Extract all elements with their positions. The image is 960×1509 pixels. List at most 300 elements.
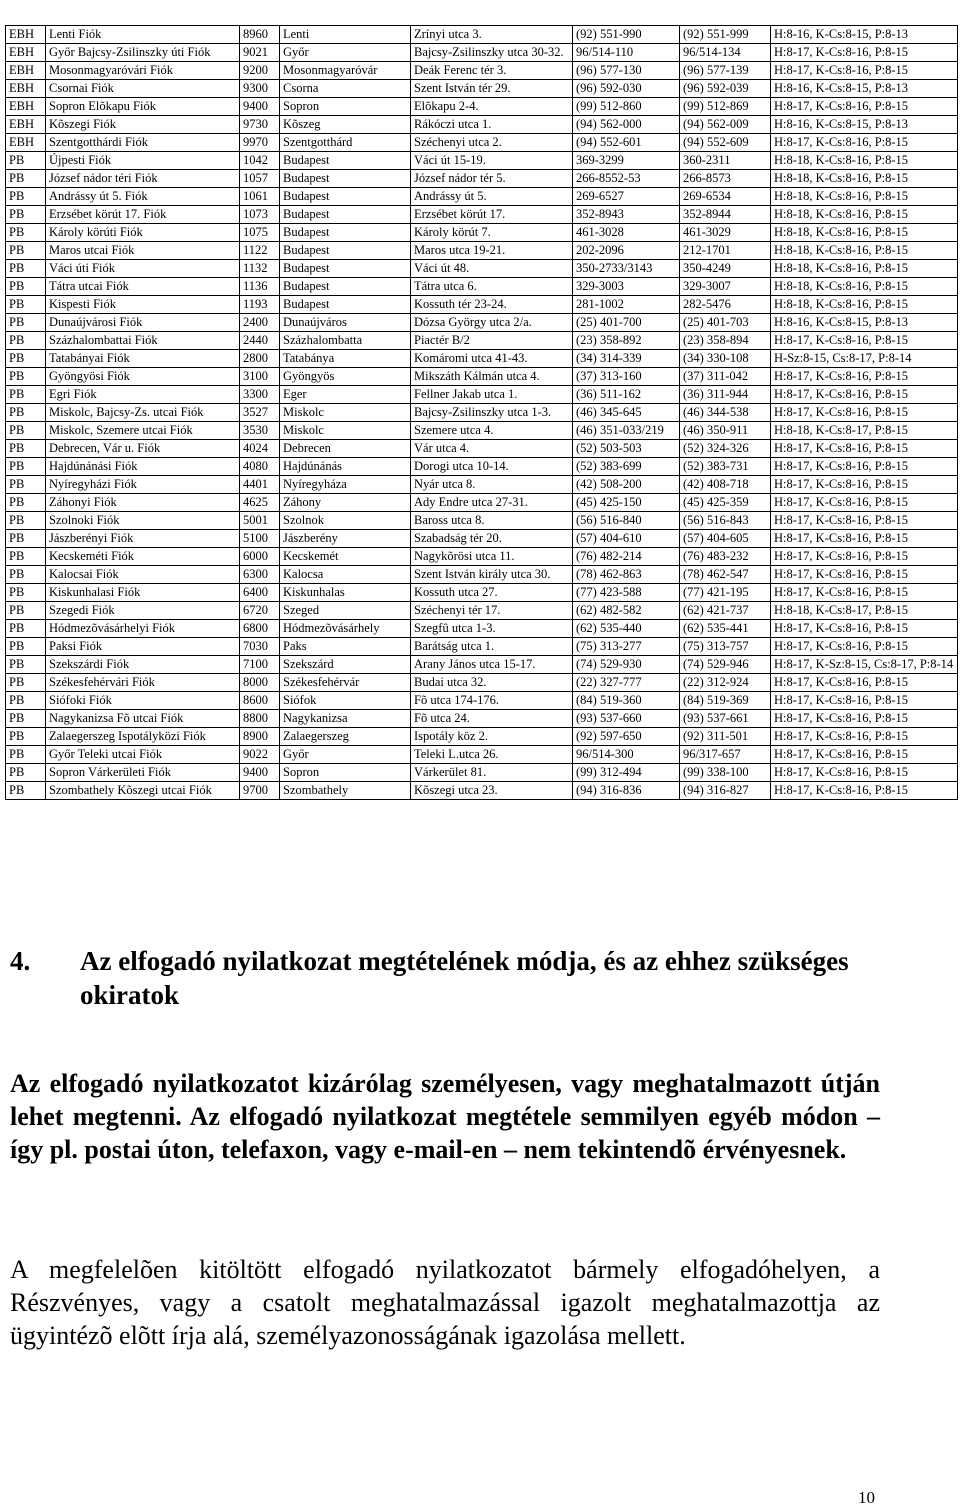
cell-opening-hours: H:8-17, K-Cs:8-16, P:8-15 <box>771 674 958 692</box>
cell-fax: (99) 338-100 <box>680 764 771 782</box>
cell-postal-code: 8960 <box>240 26 280 44</box>
cell-fax: (36) 311-944 <box>680 386 771 404</box>
cell-phone: 202-2096 <box>573 242 680 260</box>
cell-postal-code: 5001 <box>240 512 280 530</box>
cell-bank-code: PB <box>6 242 46 260</box>
cell-city: Budapest <box>280 152 411 170</box>
cell-city: Debrecen <box>280 440 411 458</box>
cell-bank-code: PB <box>6 458 46 476</box>
cell-fax: 266-8573 <box>680 170 771 188</box>
cell-city: Nagykanizsa <box>280 710 411 728</box>
cell-address: Fõ utca 24. <box>411 710 573 728</box>
cell-branch-name: Nagykanizsa Fõ utcai Fiók <box>46 710 240 728</box>
cell-opening-hours: H:8-17, K-Cs:8-16, P:8-15 <box>771 44 958 62</box>
table-row <box>6 350 958 368</box>
cell-address: Erzsébet körút 17. <box>411 206 573 224</box>
table-row <box>6 764 958 782</box>
cell-bank-code: PB <box>6 548 46 566</box>
cell-city: Szentgotthárd <box>280 134 411 152</box>
cell-opening-hours: H:8-17, K-Cs:8-16, P:8-15 <box>771 782 958 800</box>
cell-postal-code: 3530 <box>240 422 280 440</box>
cell-opening-hours: H:8-18, K-Cs:8-17, P:8-15 <box>771 422 958 440</box>
cell-city: Záhony <box>280 494 411 512</box>
cell-phone: (22) 327-777 <box>573 674 680 692</box>
cell-bank-code: PB <box>6 296 46 314</box>
table-row <box>6 98 958 116</box>
cell-city: Miskolc <box>280 404 411 422</box>
cell-postal-code: 7030 <box>240 638 280 656</box>
cell-opening-hours: H:8-17, K-Cs:8-16, P:8-15 <box>771 476 958 494</box>
cell-branch-name: Nyíregyházi Fiók <box>46 476 240 494</box>
cell-postal-code: 9200 <box>240 62 280 80</box>
cell-phone: (84) 519-360 <box>573 692 680 710</box>
table-row <box>6 62 958 80</box>
cell-fax: (52) 383-731 <box>680 458 771 476</box>
cell-address: József nádor tér 5. <box>411 170 573 188</box>
cell-city: Dunaújváros <box>280 314 411 332</box>
cell-city: Paks <box>280 638 411 656</box>
cell-postal-code: 3100 <box>240 368 280 386</box>
cell-bank-code: EBH <box>6 116 46 134</box>
cell-fax: (76) 483-232 <box>680 548 771 566</box>
cell-phone: (34) 314-339 <box>573 350 680 368</box>
cell-city: Székesfehérvár <box>280 674 411 692</box>
table-row <box>6 242 958 260</box>
cell-phone: (62) 482-582 <box>573 602 680 620</box>
cell-address: Nyár utca 8. <box>411 476 573 494</box>
cell-postal-code: 1042 <box>240 152 280 170</box>
cell-fax: (62) 421-737 <box>680 602 771 620</box>
table-row <box>6 224 958 242</box>
cell-phone: (99) 512-860 <box>573 98 680 116</box>
cell-opening-hours: H:8-16, K-Cs:8-15, P:8-13 <box>771 80 958 98</box>
cell-city: Lenti <box>280 26 411 44</box>
cell-address: Károly körút 7. <box>411 224 573 242</box>
table-row <box>6 530 958 548</box>
table-row <box>6 278 958 296</box>
cell-postal-code: 8600 <box>240 692 280 710</box>
table-row <box>6 296 958 314</box>
cell-postal-code: 9400 <box>240 764 280 782</box>
cell-opening-hours: H:8-18, K-Cs:8-16, P:8-15 <box>771 224 958 242</box>
cell-opening-hours: H:8-18, K-Cs:8-16, P:8-15 <box>771 152 958 170</box>
cell-address: Bajcsy-Zsilinszky utca 30-32. <box>411 44 573 62</box>
cell-branch-name: Győr Teleki utcai Fiók <box>46 746 240 764</box>
cell-postal-code: 7100 <box>240 656 280 674</box>
cell-fax: 329-3007 <box>680 278 771 296</box>
cell-branch-name: Székesfehérvári Fiók <box>46 674 240 692</box>
cell-opening-hours: H:8-17, K-Cs:8-16, P:8-15 <box>771 692 958 710</box>
cell-branch-name: Kecskeméti Fiók <box>46 548 240 566</box>
cell-phone: (62) 535-440 <box>573 620 680 638</box>
cell-branch-name: Egri Fiók <box>46 386 240 404</box>
cell-address: Deák Ferenc tér 3. <box>411 62 573 80</box>
table-row <box>6 584 958 602</box>
cell-address: Szent István tér 29. <box>411 80 573 98</box>
table-row <box>6 494 958 512</box>
cell-opening-hours: H-Sz:8-15, Cs:8-17, P:8-14 <box>771 350 958 368</box>
cell-fax: 352-8944 <box>680 206 771 224</box>
cell-postal-code: 4401 <box>240 476 280 494</box>
cell-address: Teleki L.utca 26. <box>411 746 573 764</box>
cell-phone: 461-3028 <box>573 224 680 242</box>
cell-opening-hours: H:8-17, K-Cs:8-16, P:8-15 <box>771 566 958 584</box>
cell-bank-code: PB <box>6 260 46 278</box>
cell-phone: (74) 529-930 <box>573 656 680 674</box>
cell-postal-code: 4080 <box>240 458 280 476</box>
cell-city: Budapest <box>280 224 411 242</box>
cell-postal-code: 6720 <box>240 602 280 620</box>
cell-branch-name: Kiskunhalasi Fiók <box>46 584 240 602</box>
cell-bank-code: EBH <box>6 98 46 116</box>
cell-branch-name: Sopron Várkerületi Fiók <box>46 764 240 782</box>
cell-fax: 212-1701 <box>680 242 771 260</box>
cell-bank-code: PB <box>6 674 46 692</box>
cell-bank-code: PB <box>6 278 46 296</box>
cell-phone: 266-8552-53 <box>573 170 680 188</box>
cell-bank-code: PB <box>6 332 46 350</box>
cell-address: Vár utca 4. <box>411 440 573 458</box>
cell-branch-name: Szegedi Fiók <box>46 602 240 620</box>
cell-fax: (96) 592-039 <box>680 80 771 98</box>
cell-postal-code: 1193 <box>240 296 280 314</box>
cell-postal-code: 9400 <box>240 98 280 116</box>
cell-city: Szekszárd <box>280 656 411 674</box>
cell-opening-hours: H:8-17, K-Cs:8-16, P:8-15 <box>771 548 958 566</box>
cell-bank-code: EBH <box>6 26 46 44</box>
table-row <box>6 206 958 224</box>
cell-fax: (99) 512-869 <box>680 98 771 116</box>
cell-fax: (93) 537-661 <box>680 710 771 728</box>
cell-city: Budapest <box>280 188 411 206</box>
cell-phone: (94) 552-601 <box>573 134 680 152</box>
cell-phone: (46) 345-645 <box>573 404 680 422</box>
cell-address: Dózsa György utca 2/a. <box>411 314 573 332</box>
cell-city: Hajdúnánás <box>280 458 411 476</box>
cell-fax: (94) 552-609 <box>680 134 771 152</box>
cell-postal-code: 2400 <box>240 314 280 332</box>
cell-branch-name: Lenti Fiók <box>46 26 240 44</box>
cell-bank-code: PB <box>6 494 46 512</box>
cell-address: Várkerület 81. <box>411 764 573 782</box>
cell-opening-hours: H:8-17, K-Cs:8-16, P:8-15 <box>771 512 958 530</box>
cell-city: Kõszeg <box>280 116 411 134</box>
cell-city: Sopron <box>280 98 411 116</box>
cell-postal-code: 1061 <box>240 188 280 206</box>
table-row <box>6 404 958 422</box>
cell-opening-hours: H:8-17, K-Cs:8-16, P:8-15 <box>771 62 958 80</box>
cell-branch-name: Debrecen, Vár u. Fiók <box>46 440 240 458</box>
cell-bank-code: PB <box>6 422 46 440</box>
cell-phone: 350-2733/3143 <box>573 260 680 278</box>
cell-address: Váci út 15-19. <box>411 152 573 170</box>
cell-branch-name: Dunaújvárosi Fiók <box>46 314 240 332</box>
cell-postal-code: 6300 <box>240 566 280 584</box>
table-row <box>6 170 958 188</box>
cell-city: Százhalombatta <box>280 332 411 350</box>
cell-bank-code: PB <box>6 620 46 638</box>
cell-branch-name: Gyöngyösi Fiók <box>46 368 240 386</box>
branch-table-body <box>6 26 958 800</box>
cell-branch-name: Erzsébet körút 17. Fiók <box>46 206 240 224</box>
cell-postal-code: 9700 <box>240 782 280 800</box>
cell-fax: 282-5476 <box>680 296 771 314</box>
cell-bank-code: PB <box>6 530 46 548</box>
cell-bank-code: PB <box>6 386 46 404</box>
table-row <box>6 368 958 386</box>
cell-phone: 96/514-110 <box>573 44 680 62</box>
cell-postal-code: 9021 <box>240 44 280 62</box>
cell-bank-code: PB <box>6 314 46 332</box>
table-row <box>6 332 958 350</box>
cell-opening-hours: H:8-17, K-Cs:8-16, P:8-15 <box>771 386 958 404</box>
cell-branch-name: Csornai Fiók <box>46 80 240 98</box>
cell-opening-hours: H:8-17, K-Sz:8-15, Cs:8-17, P:8-14 <box>771 656 958 674</box>
cell-city: Mosonmagyaróvár <box>280 62 411 80</box>
cell-opening-hours: H:8-16, K-Cs:8-15, P:8-13 <box>771 314 958 332</box>
cell-phone: (45) 425-150 <box>573 494 680 512</box>
cell-postal-code: 2800 <box>240 350 280 368</box>
cell-postal-code: 9730 <box>240 116 280 134</box>
table-row <box>6 674 958 692</box>
cell-city: Győr <box>280 44 411 62</box>
cell-bank-code: PB <box>6 188 46 206</box>
cell-phone: 329-3003 <box>573 278 680 296</box>
table-row <box>6 440 958 458</box>
cell-branch-name: Szolnoki Fiók <box>46 512 240 530</box>
cell-fax: (57) 404-605 <box>680 530 771 548</box>
cell-branch-name: Kõszegi Fiók <box>46 116 240 134</box>
cell-bank-code: PB <box>6 602 46 620</box>
cell-opening-hours: H:8-17, K-Cs:8-16, P:8-15 <box>771 458 958 476</box>
table-row <box>6 134 958 152</box>
cell-address: Kõszegi utca 23. <box>411 782 573 800</box>
cell-opening-hours: H:8-17, K-Cs:8-16, P:8-15 <box>771 728 958 746</box>
cell-postal-code: 3527 <box>240 404 280 422</box>
cell-opening-hours: H:8-18, K-Cs:8-17, P:8-15 <box>771 602 958 620</box>
cell-postal-code: 6000 <box>240 548 280 566</box>
cell-city: Kecskemét <box>280 548 411 566</box>
cell-bank-code: PB <box>6 692 46 710</box>
cell-bank-code: PB <box>6 476 46 494</box>
cell-branch-name: Kispesti Fiók <box>46 296 240 314</box>
cell-address: Maros utca 19-21. <box>411 242 573 260</box>
section-title: Az elfogadó nyilatkozat megtételének módja, és az ehhez szükséges okiratok <box>80 946 849 1010</box>
cell-fax: (77) 421-195 <box>680 584 771 602</box>
cell-address: Szabadság tér 20. <box>411 530 573 548</box>
cell-opening-hours: H:8-17, K-Cs:8-16, P:8-15 <box>771 746 958 764</box>
cell-postal-code: 2440 <box>240 332 280 350</box>
cell-bank-code: PB <box>6 656 46 674</box>
cell-fax: (96) 577-139 <box>680 62 771 80</box>
cell-opening-hours: H:8-17, K-Cs:8-16, P:8-15 <box>771 530 958 548</box>
cell-branch-name: Váci úti Fiók <box>46 260 240 278</box>
cell-opening-hours: H:8-17, K-Cs:8-16, P:8-15 <box>771 404 958 422</box>
cell-bank-code: PB <box>6 782 46 800</box>
table-row <box>6 476 958 494</box>
cell-bank-code: PB <box>6 638 46 656</box>
cell-phone: (23) 358-892 <box>573 332 680 350</box>
cell-fax: 269-6534 <box>680 188 771 206</box>
cell-address: Tátra utca 6. <box>411 278 573 296</box>
cell-phone: (99) 312-494 <box>573 764 680 782</box>
cell-fax: 96/317-657 <box>680 746 771 764</box>
table-row <box>6 116 958 134</box>
cell-fax: 96/514-134 <box>680 44 771 62</box>
cell-address: Elõkapu 2-4. <box>411 98 573 116</box>
cell-bank-code: PB <box>6 710 46 728</box>
cell-phone: (42) 508-200 <box>573 476 680 494</box>
cell-address: Váci út 48. <box>411 260 573 278</box>
cell-city: Nyíregyháza <box>280 476 411 494</box>
cell-bank-code: PB <box>6 746 46 764</box>
cell-postal-code: 8900 <box>240 728 280 746</box>
cell-postal-code: 1075 <box>240 224 280 242</box>
cell-city: Budapest <box>280 170 411 188</box>
table-row <box>6 260 958 278</box>
cell-address: Rákóczi utca 1. <box>411 116 573 134</box>
cell-branch-name: Paksi Fiók <box>46 638 240 656</box>
cell-branch-name: Jászberényi Fiók <box>46 530 240 548</box>
cell-phone: 96/514-300 <box>573 746 680 764</box>
table-row <box>6 656 958 674</box>
cell-phone: (76) 482-214 <box>573 548 680 566</box>
cell-address: Szemere utca 4. <box>411 422 573 440</box>
table-row <box>6 512 958 530</box>
cell-address: Budai utca 32. <box>411 674 573 692</box>
cell-address: Széchenyi utca 2. <box>411 134 573 152</box>
cell-bank-code: PB <box>6 350 46 368</box>
cell-postal-code: 5100 <box>240 530 280 548</box>
cell-address: Ady Endre utca 27-31. <box>411 494 573 512</box>
cell-address: Szegfû utca 1-3. <box>411 620 573 638</box>
cell-phone: (56) 516-840 <box>573 512 680 530</box>
cell-city: Budapest <box>280 296 411 314</box>
cell-bank-code: EBH <box>6 134 46 152</box>
cell-city: Győr <box>280 746 411 764</box>
table-row <box>6 566 958 584</box>
cell-fax: (45) 425-359 <box>680 494 771 512</box>
cell-bank-code: EBH <box>6 80 46 98</box>
cell-postal-code: 1122 <box>240 242 280 260</box>
cell-fax: (94) 316-827 <box>680 782 771 800</box>
cell-address: Fõ utca 174-176. <box>411 692 573 710</box>
table-row <box>6 638 958 656</box>
section-heading <box>10 944 900 1012</box>
cell-address: Fellner Jakab utca 1. <box>411 386 573 404</box>
cell-address: Komáromi utca 41-43. <box>411 350 573 368</box>
table-row <box>6 710 958 728</box>
cell-fax: (74) 529-946 <box>680 656 771 674</box>
cell-bank-code: PB <box>6 368 46 386</box>
cell-city: Siófok <box>280 692 411 710</box>
cell-address: Zrínyi utca 3. <box>411 26 573 44</box>
cell-fax: (78) 462-547 <box>680 566 771 584</box>
cell-opening-hours: H:8-17, K-Cs:8-16, P:8-15 <box>771 440 958 458</box>
cell-branch-name: Miskolc, Szemere utcai Fiók <box>46 422 240 440</box>
cell-bank-code: EBH <box>6 44 46 62</box>
cell-postal-code: 6400 <box>240 584 280 602</box>
cell-phone: 269-6527 <box>573 188 680 206</box>
cell-fax: 360-2311 <box>680 152 771 170</box>
cell-branch-name: Miskolc, Bajcsy-Zs. utcai Fiók <box>46 404 240 422</box>
cell-branch-name: Andrássy út 5. Fiók <box>46 188 240 206</box>
cell-address: Bajcsy-Zsilinszky utca 1-3. <box>411 404 573 422</box>
cell-phone: 369-3299 <box>573 152 680 170</box>
cell-address: Barátság utca 1. <box>411 638 573 656</box>
cell-address: Andrássy út 5. <box>411 188 573 206</box>
cell-address: Baross utca 8. <box>411 512 573 530</box>
cell-opening-hours: H:8-17, K-Cs:8-16, P:8-15 <box>771 98 958 116</box>
cell-fax: (46) 350-911 <box>680 422 771 440</box>
cell-bank-code: PB <box>6 404 46 422</box>
cell-branch-name: Mosonmagyaróvári Fiók <box>46 62 240 80</box>
cell-branch-name: Záhonyi Fiók <box>46 494 240 512</box>
cell-city: Szolnok <box>280 512 411 530</box>
cell-phone: (36) 511-162 <box>573 386 680 404</box>
cell-fax: (46) 344-538 <box>680 404 771 422</box>
cell-branch-name: Szombathely Kõszegi utcai Fiók <box>46 782 240 800</box>
cell-address: Mikszáth Kálmán utca 4. <box>411 368 573 386</box>
cell-phone: (46) 351-033/219 <box>573 422 680 440</box>
cell-fax: (37) 311-042 <box>680 368 771 386</box>
cell-postal-code: 1136 <box>240 278 280 296</box>
cell-branch-name: Tatabányai Fiók <box>46 350 240 368</box>
cell-opening-hours: H:8-16, K-Cs:8-15, P:8-13 <box>771 26 958 44</box>
table-row <box>6 728 958 746</box>
cell-fax: (25) 401-703 <box>680 314 771 332</box>
cell-fax: (23) 358-894 <box>680 332 771 350</box>
bold-paragraph: Az elfogadó nyilatkozatot kizárólag személyesen, vagy meghatalmazott útján lehet megtenni. Az elfogadó nyilatkozat megtétele semmilyen egyéb módon – így pl. postai úton, telefaxon, vagy e-mail-en – nem tekintendõ érvényesnek. <box>10 1069 880 1164</box>
cell-branch-name: Siófoki Fiók <box>46 692 240 710</box>
cell-branch-name: Tátra utcai Fiók <box>46 278 240 296</box>
cell-fax: (92) 551-999 <box>680 26 771 44</box>
cell-opening-hours: H:8-18, K-Cs:8-16, P:8-15 <box>771 170 958 188</box>
cell-city: Sopron <box>280 764 411 782</box>
cell-postal-code: 1132 <box>240 260 280 278</box>
cell-phone: (96) 577-130 <box>573 62 680 80</box>
cell-phone: (94) 562-000 <box>573 116 680 134</box>
cell-phone: (52) 503-503 <box>573 440 680 458</box>
cell-city: Szombathely <box>280 782 411 800</box>
cell-phone: (96) 592-030 <box>573 80 680 98</box>
cell-bank-code: PB <box>6 206 46 224</box>
cell-opening-hours: H:8-17, K-Cs:8-16, P:8-15 <box>771 638 958 656</box>
cell-fax: 461-3029 <box>680 224 771 242</box>
cell-opening-hours: H:8-17, K-Cs:8-16, P:8-15 <box>771 710 958 728</box>
cell-branch-name: Szekszárdi Fiók <box>46 656 240 674</box>
cell-postal-code: 8000 <box>240 674 280 692</box>
cell-phone: (93) 537-660 <box>573 710 680 728</box>
table-row <box>6 746 958 764</box>
cell-opening-hours: H:8-17, K-Cs:8-16, P:8-15 <box>771 584 958 602</box>
cell-branch-name: József nádor téri Fiók <box>46 170 240 188</box>
cell-city: Budapest <box>280 260 411 278</box>
cell-opening-hours: H:8-17, K-Cs:8-16, P:8-15 <box>771 764 958 782</box>
cell-fax: (34) 330-108 <box>680 350 771 368</box>
cell-postal-code: 1073 <box>240 206 280 224</box>
cell-fax: (52) 324-326 <box>680 440 771 458</box>
cell-branch-name: Sopron Elõkapu Fiók <box>46 98 240 116</box>
cell-address: Nagykõrösi utca 11. <box>411 548 573 566</box>
cell-address: Piactér B/2 <box>411 332 573 350</box>
cell-branch-name: Maros utcai Fiók <box>46 242 240 260</box>
cell-opening-hours: H:8-17, K-Cs:8-16, P:8-15 <box>771 368 958 386</box>
cell-opening-hours: H:8-17, K-Cs:8-16, P:8-15 <box>771 332 958 350</box>
cell-city: Eger <box>280 386 411 404</box>
cell-branch-name: Újpesti Fiók <box>46 152 240 170</box>
cell-bank-code: PB <box>6 584 46 602</box>
